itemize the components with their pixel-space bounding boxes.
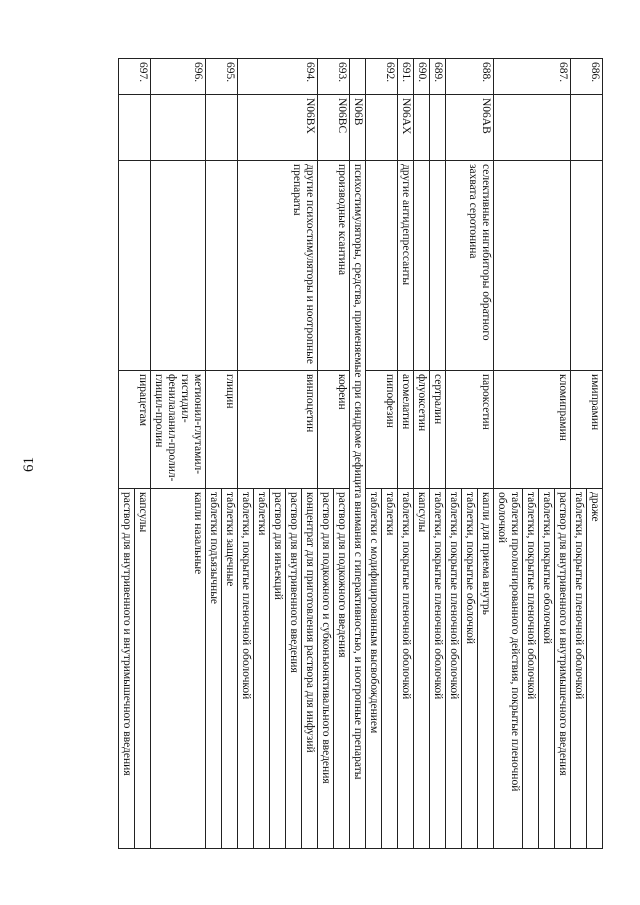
table-row — [151, 59, 206, 849]
row-number-cell: 692. — [366, 59, 398, 95]
atc-code-cell: N06AX — [398, 95, 414, 161]
atc-code-cell: N06BC — [318, 95, 350, 161]
table-row-section — [350, 59, 366, 849]
dosage-form-cell: таблетки защечные — [222, 489, 238, 849]
drug-name-cell: глицин — [206, 371, 238, 489]
dosage-form-cell: таблетки, покрытые пленочной оболочкой — [430, 489, 446, 849]
dosage-form-cell: таблетки, покрытые оболочкой — [462, 489, 478, 849]
table-row — [555, 59, 571, 849]
row-number-cell: 693. — [318, 59, 350, 95]
drug-table — [118, 58, 603, 849]
atc-code-cell — [571, 95, 603, 161]
dosage-form-cell: раствор для инъекций — [270, 489, 286, 849]
dosage-form-cell: раствор для внутривенного введения — [286, 489, 302, 849]
dosage-form-cell: таблетки пролонгированного действия, покрытые пленочной оболочкой — [494, 489, 523, 849]
table-row — [430, 59, 446, 849]
group-name-cell: другие антидепрессанты — [398, 161, 414, 371]
drug-name-cell: сертралин — [430, 371, 446, 489]
table-row — [398, 59, 414, 849]
atc-code-cell: N06AB — [446, 95, 494, 161]
dosage-form-cell: таблетки — [254, 489, 270, 849]
row-number-cell — [350, 59, 366, 95]
atc-code-cell — [119, 95, 151, 161]
drug-table-body — [119, 59, 603, 849]
atc-code-cell: N06BX — [238, 95, 318, 161]
row-number-cell: 690. — [414, 59, 430, 95]
table-row — [222, 59, 238, 849]
atc-code-cell — [151, 95, 206, 161]
dosage-form-cell: таблетки, покрытые пленочной оболочкой — [446, 489, 462, 849]
row-number-cell: 689. — [430, 59, 446, 95]
table-row — [478, 59, 494, 849]
row-number-cell: 695. — [206, 59, 238, 95]
group-name-cell — [430, 161, 446, 371]
table-row — [302, 59, 318, 849]
page-number: 61 — [21, 457, 37, 472]
group-name-cell — [206, 161, 238, 371]
dosage-form-cell: концентрат для приготовления раствора для инфузий — [302, 489, 318, 849]
atc-code-cell — [206, 95, 238, 161]
dosage-form-cell: раствор для внутривенного и внутримышечного введения — [555, 489, 571, 849]
group-name-cell — [571, 161, 603, 371]
dosage-form-cell: раствор для подкожного и субконъюнктивального введения — [318, 489, 334, 849]
dosage-form-cell: капсулы — [135, 489, 151, 849]
row-number-cell: 694. — [238, 59, 318, 95]
drug-table-wrapper — [118, 58, 603, 849]
dosage-form-cell: капли назальные — [151, 489, 206, 849]
drug-name-cell: пирацетам — [119, 371, 151, 489]
dosage-form-cell: таблетки, покрытые пленочной оболочкой — [523, 489, 539, 849]
drug-name-cell: агомелатин — [398, 371, 414, 489]
drug-name-cell: кломипрамин — [494, 371, 571, 489]
group-name-cell: другие психостимуляторы и ноотропные препараты — [238, 161, 318, 371]
dosage-form-cell: капли для приема внутрь — [478, 489, 494, 849]
dosage-form-cell: таблетки, покрытые оболочкой — [539, 489, 555, 849]
table-row — [334, 59, 350, 849]
group-name-cell — [414, 161, 430, 371]
atc-code-cell — [414, 95, 430, 161]
row-number-cell: 696. — [151, 59, 206, 95]
drug-name-cell: пипофезин — [366, 371, 398, 489]
row-number-cell: 697. — [119, 59, 151, 95]
dosage-form-cell: раствор для внутривенного и внутримышечного введения — [119, 489, 135, 849]
dosage-form-cell: таблетки с модифицированным высвобождением — [366, 489, 382, 849]
table-row — [587, 59, 603, 849]
dosage-form-cell: раствор для подкожного введения — [334, 489, 350, 849]
row-number-cell: 691. — [398, 59, 414, 95]
group-name-cell: производные ксантина — [318, 161, 350, 371]
table-row — [414, 59, 430, 849]
dosage-form-cell: таблетки — [382, 489, 398, 849]
row-number-cell: 688. — [446, 59, 494, 95]
atc-code-cell: N06B — [350, 95, 366, 161]
drug-name-cell: винпоцетин — [238, 371, 318, 489]
atc-code-cell — [430, 95, 446, 161]
drug-name-cell: кофеин — [318, 371, 350, 489]
dosage-form-cell: драже — [587, 489, 603, 849]
dosage-form-cell: таблетки, покрытые пленочной оболочкой — [398, 489, 414, 849]
group-name-cell — [494, 161, 571, 371]
atc-code-cell — [494, 95, 571, 161]
group-name-cell: селективные ингибиторы обратного захвата серотонина — [446, 161, 494, 371]
dosage-form-cell: таблетки, покрытые пленочной оболочкой — [238, 489, 254, 849]
drug-name-cell: имипрамин — [571, 371, 603, 489]
table-row — [382, 59, 398, 849]
dosage-form-cell: таблетки подъязычные — [206, 489, 222, 849]
group-name-cell — [366, 161, 398, 371]
dosage-form-cell: капсулы — [414, 489, 430, 849]
row-number-cell: 687. — [494, 59, 571, 95]
group-name-cell — [119, 161, 151, 371]
row-number-cell: 686. — [571, 59, 603, 95]
drug-name-cell: флуоксетин — [414, 371, 430, 489]
dosage-form-cell: таблетки, покрытые пленочной оболочкой — [571, 489, 587, 849]
table-row — [135, 59, 151, 849]
drug-name-cell: метионил-глутамил-гистидил-фенилаланил-пролил-глицил-пролин — [151, 371, 206, 489]
atc-code-cell — [366, 95, 398, 161]
section-title-cell: психостимуляторы, средства, применяемые при синдроме дефицита внимания с гиперактивностью, и ноотропные препараты — [350, 161, 366, 849]
group-name-cell — [151, 161, 206, 371]
drug-name-cell: пароксетин — [446, 371, 494, 489]
